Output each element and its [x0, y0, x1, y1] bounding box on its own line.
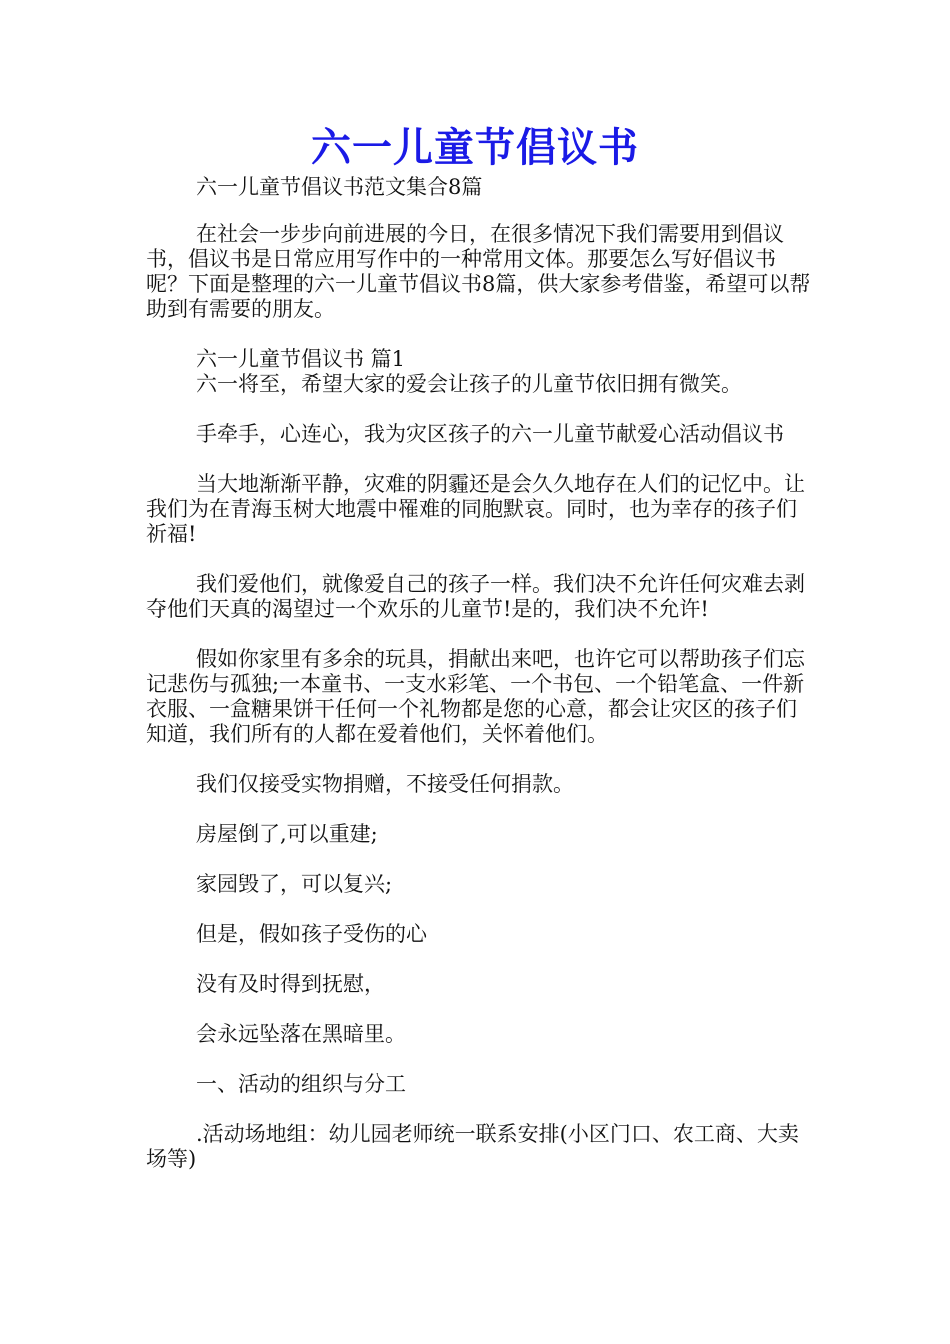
document-body — [146, 222, 816, 1197]
section-heading: 一、活动的组织与分工 — [196, 1072, 406, 1096]
paragraph: 但是，假如孩子受伤的心 — [196, 922, 427, 946]
paragraph: 手牵手，心连心，我为灾区孩子的六一儿童节献爱心活动倡议书 — [196, 422, 784, 446]
paragraph: 房屋倒了,可以重建; — [196, 822, 378, 846]
document-subtitle: 六一儿童节倡议书范文集合8篇 — [196, 175, 483, 199]
paragraph: .活动场地组：幼儿园老师统一联系安排(小区门口、农工商、大卖场等) — [146, 1122, 799, 1171]
paragraph: 没有及时得到抚慰， — [196, 972, 385, 996]
section-heading: 六一儿童节倡议书 篇1 — [196, 347, 406, 371]
paragraph: 假如你家里有多余的玩具，捐献出来吧，也许它可以帮助孩子们忘记悲伤与孤独;一本童书、一支水彩笔、一个书包、一个铅笔盒、一件新衣服、一盒糖果饼干任何一个礼物都是您的心意，都会让灾区的孩子们知道，我们所有的人都在爱着他们，关怀着他们。 — [146, 647, 805, 746]
intro-paragraph: 在社会一步步向前进展的今日，在很多情况下我们需要用到倡议书，倡议书是日常应用写作中的一种常用文体。那要怎么写好倡议书呢？下面是整理的六一儿童节倡议书8篇，供大家参考借鉴，希望可以帮助到有需要的朋友。 — [146, 222, 811, 321]
paragraph: 会永远坠落在黑暗里。 — [196, 1022, 406, 1046]
paragraph: 当大地渐渐平静，灾难的阴霾还是会久久地存在人们的记忆中。让我们为在青海玉树大地震中罹难的同胞默哀。同时，也为幸存的孩子们祈福! — [146, 472, 805, 546]
paragraph: 我们仅接受实物捐赠，不接受任何捐款。 — [196, 772, 574, 796]
paragraph: 六一将至，希望大家的爱会让孩子的儿童节依旧拥有微笑。 — [196, 372, 742, 396]
paragraph: 家园毁了，可以复兴; — [196, 872, 393, 896]
document-title: 六一儿童节倡议书 — [311, 125, 639, 171]
paragraph: 我们爱他们，就像爱自己的孩子一样。我们决不允许任何灾难去剥夺他们天真的渴望过一个欢乐的儿童节!是的，我们决不允许! — [146, 572, 805, 621]
